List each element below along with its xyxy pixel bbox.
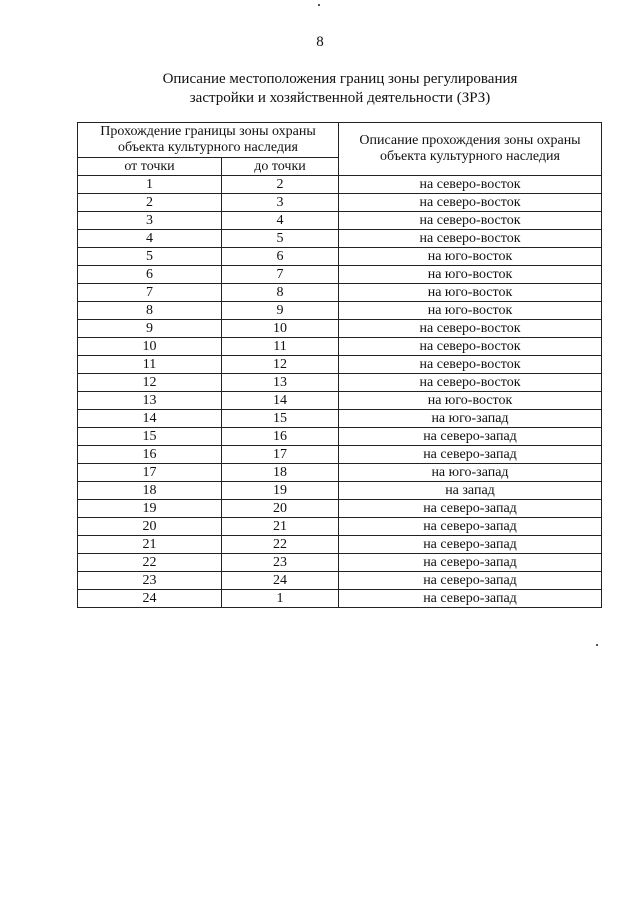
header-from-point: от точки: [78, 158, 222, 176]
table-row: [78, 176, 602, 194]
cell-to-point: 6: [222, 248, 339, 266]
cell-from-point: 5: [78, 248, 222, 266]
cell-from-point: 15: [78, 428, 222, 446]
table-row: [78, 212, 602, 230]
cell-to-point: 7: [222, 266, 339, 284]
header-boundary-passage: Прохождение границы зоны охраны объекта культурного наследия: [78, 123, 339, 158]
table-row: [78, 266, 602, 284]
cell-from-point: 18: [78, 482, 222, 500]
cell-description: на запад: [339, 482, 602, 500]
cell-description: на северо-запад: [339, 590, 602, 608]
page-number: 8: [316, 34, 324, 50]
cell-to-point: 2: [222, 176, 339, 194]
table-row: [78, 590, 602, 608]
cell-description: на северо-запад: [339, 536, 602, 554]
cell-description: на северо-запад: [339, 500, 602, 518]
cell-to-point: 24: [222, 572, 339, 590]
table-row: [78, 518, 602, 536]
table-row: [78, 482, 602, 500]
cell-from-point: 23: [78, 572, 222, 590]
cell-to-point: 5: [222, 230, 339, 248]
cell-from-point: 19: [78, 500, 222, 518]
table-row: [78, 374, 602, 392]
cell-description: на северо-восток: [339, 320, 602, 338]
cell-description: на северо-запад: [339, 554, 602, 572]
header-description: Описание прохождения зоны охраны объекта культурного наследия: [339, 123, 602, 176]
table-row: [78, 464, 602, 482]
cell-from-point: 14: [78, 410, 222, 428]
cell-to-point: 17: [222, 446, 339, 464]
table-row: [78, 554, 602, 572]
cell-from-point: 16: [78, 446, 222, 464]
header-to-point: до точки: [222, 158, 339, 176]
cell-description: на северо-запад: [339, 428, 602, 446]
cell-to-point: 22: [222, 536, 339, 554]
cell-to-point: 3: [222, 194, 339, 212]
cell-to-point: 18: [222, 464, 339, 482]
cell-from-point: 10: [78, 338, 222, 356]
cell-to-point: 4: [222, 212, 339, 230]
table-row: [78, 194, 602, 212]
cell-from-point: 11: [78, 356, 222, 374]
document-title: [80, 70, 600, 108]
cell-from-point: 13: [78, 392, 222, 410]
table-row: [78, 392, 602, 410]
cell-from-point: 3: [78, 212, 222, 230]
scan-speck: [596, 644, 598, 646]
cell-from-point: 7: [78, 284, 222, 302]
table-row: [78, 500, 602, 518]
cell-to-point: 12: [222, 356, 339, 374]
cell-from-point: 12: [78, 374, 222, 392]
table-row: [78, 428, 602, 446]
cell-from-point: 4: [78, 230, 222, 248]
cell-description: на юго-запад: [339, 464, 602, 482]
cell-from-point: 22: [78, 554, 222, 572]
cell-description: на северо-запад: [339, 446, 602, 464]
cell-description: на юго-восток: [339, 248, 602, 266]
cell-from-point: 2: [78, 194, 222, 212]
scan-speck: [318, 4, 320, 6]
cell-from-point: 9: [78, 320, 222, 338]
cell-from-point: 21: [78, 536, 222, 554]
cell-description: на северо-запад: [339, 572, 602, 590]
cell-to-point: 1: [222, 590, 339, 608]
cell-to-point: 20: [222, 500, 339, 518]
table-row: [78, 536, 602, 554]
cell-description: на юго-запад: [339, 410, 602, 428]
cell-from-point: 1: [78, 176, 222, 194]
table-row: [78, 320, 602, 338]
cell-to-point: 11: [222, 338, 339, 356]
table-row: [78, 230, 602, 248]
table-row: [78, 356, 602, 374]
cell-to-point: 9: [222, 302, 339, 320]
cell-description: на юго-восток: [339, 284, 602, 302]
cell-description: на северо-восток: [339, 194, 602, 212]
cell-description: на юго-восток: [339, 392, 602, 410]
table-row: [78, 248, 602, 266]
cell-description: на северо-восток: [339, 356, 602, 374]
cell-description: на юго-восток: [339, 302, 602, 320]
cell-description: на северо-запад: [339, 518, 602, 536]
title-line-1: Описание местоположения границ зоны регулирования: [162, 71, 518, 87]
cell-from-point: 24: [78, 590, 222, 608]
cell-to-point: 13: [222, 374, 339, 392]
cell-to-point: 15: [222, 410, 339, 428]
cell-from-point: 8: [78, 302, 222, 320]
table-row: [78, 338, 602, 356]
cell-to-point: 8: [222, 284, 339, 302]
cell-description: на северо-восток: [339, 176, 602, 194]
table-row: [78, 410, 602, 428]
cell-description: на северо-восток: [339, 212, 602, 230]
title-line-2: застройки и хозяйственной деятельности (ЗРЗ): [189, 90, 491, 106]
table-row: [78, 446, 602, 464]
cell-to-point: 21: [222, 518, 339, 536]
table-row: [78, 284, 602, 302]
cell-to-point: 16: [222, 428, 339, 446]
cell-to-point: 10: [222, 320, 339, 338]
cell-description: на юго-восток: [339, 266, 602, 284]
table-row: [78, 302, 602, 320]
cell-from-point: 17: [78, 464, 222, 482]
cell-from-point: 20: [78, 518, 222, 536]
boundary-table: [77, 122, 602, 608]
cell-description: на северо-восток: [339, 338, 602, 356]
cell-description: на северо-восток: [339, 374, 602, 392]
cell-to-point: 23: [222, 554, 339, 572]
cell-to-point: 19: [222, 482, 339, 500]
table-row: [78, 572, 602, 590]
cell-description: на северо-восток: [339, 230, 602, 248]
table-body: [78, 176, 602, 608]
cell-from-point: 6: [78, 266, 222, 284]
cell-to-point: 14: [222, 392, 339, 410]
